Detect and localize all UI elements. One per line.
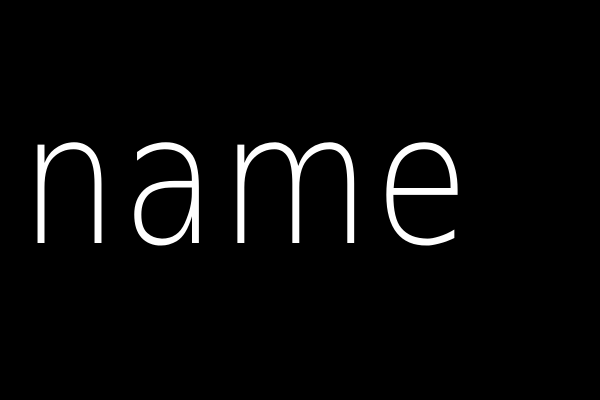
display-word: name [20, 77, 473, 286]
